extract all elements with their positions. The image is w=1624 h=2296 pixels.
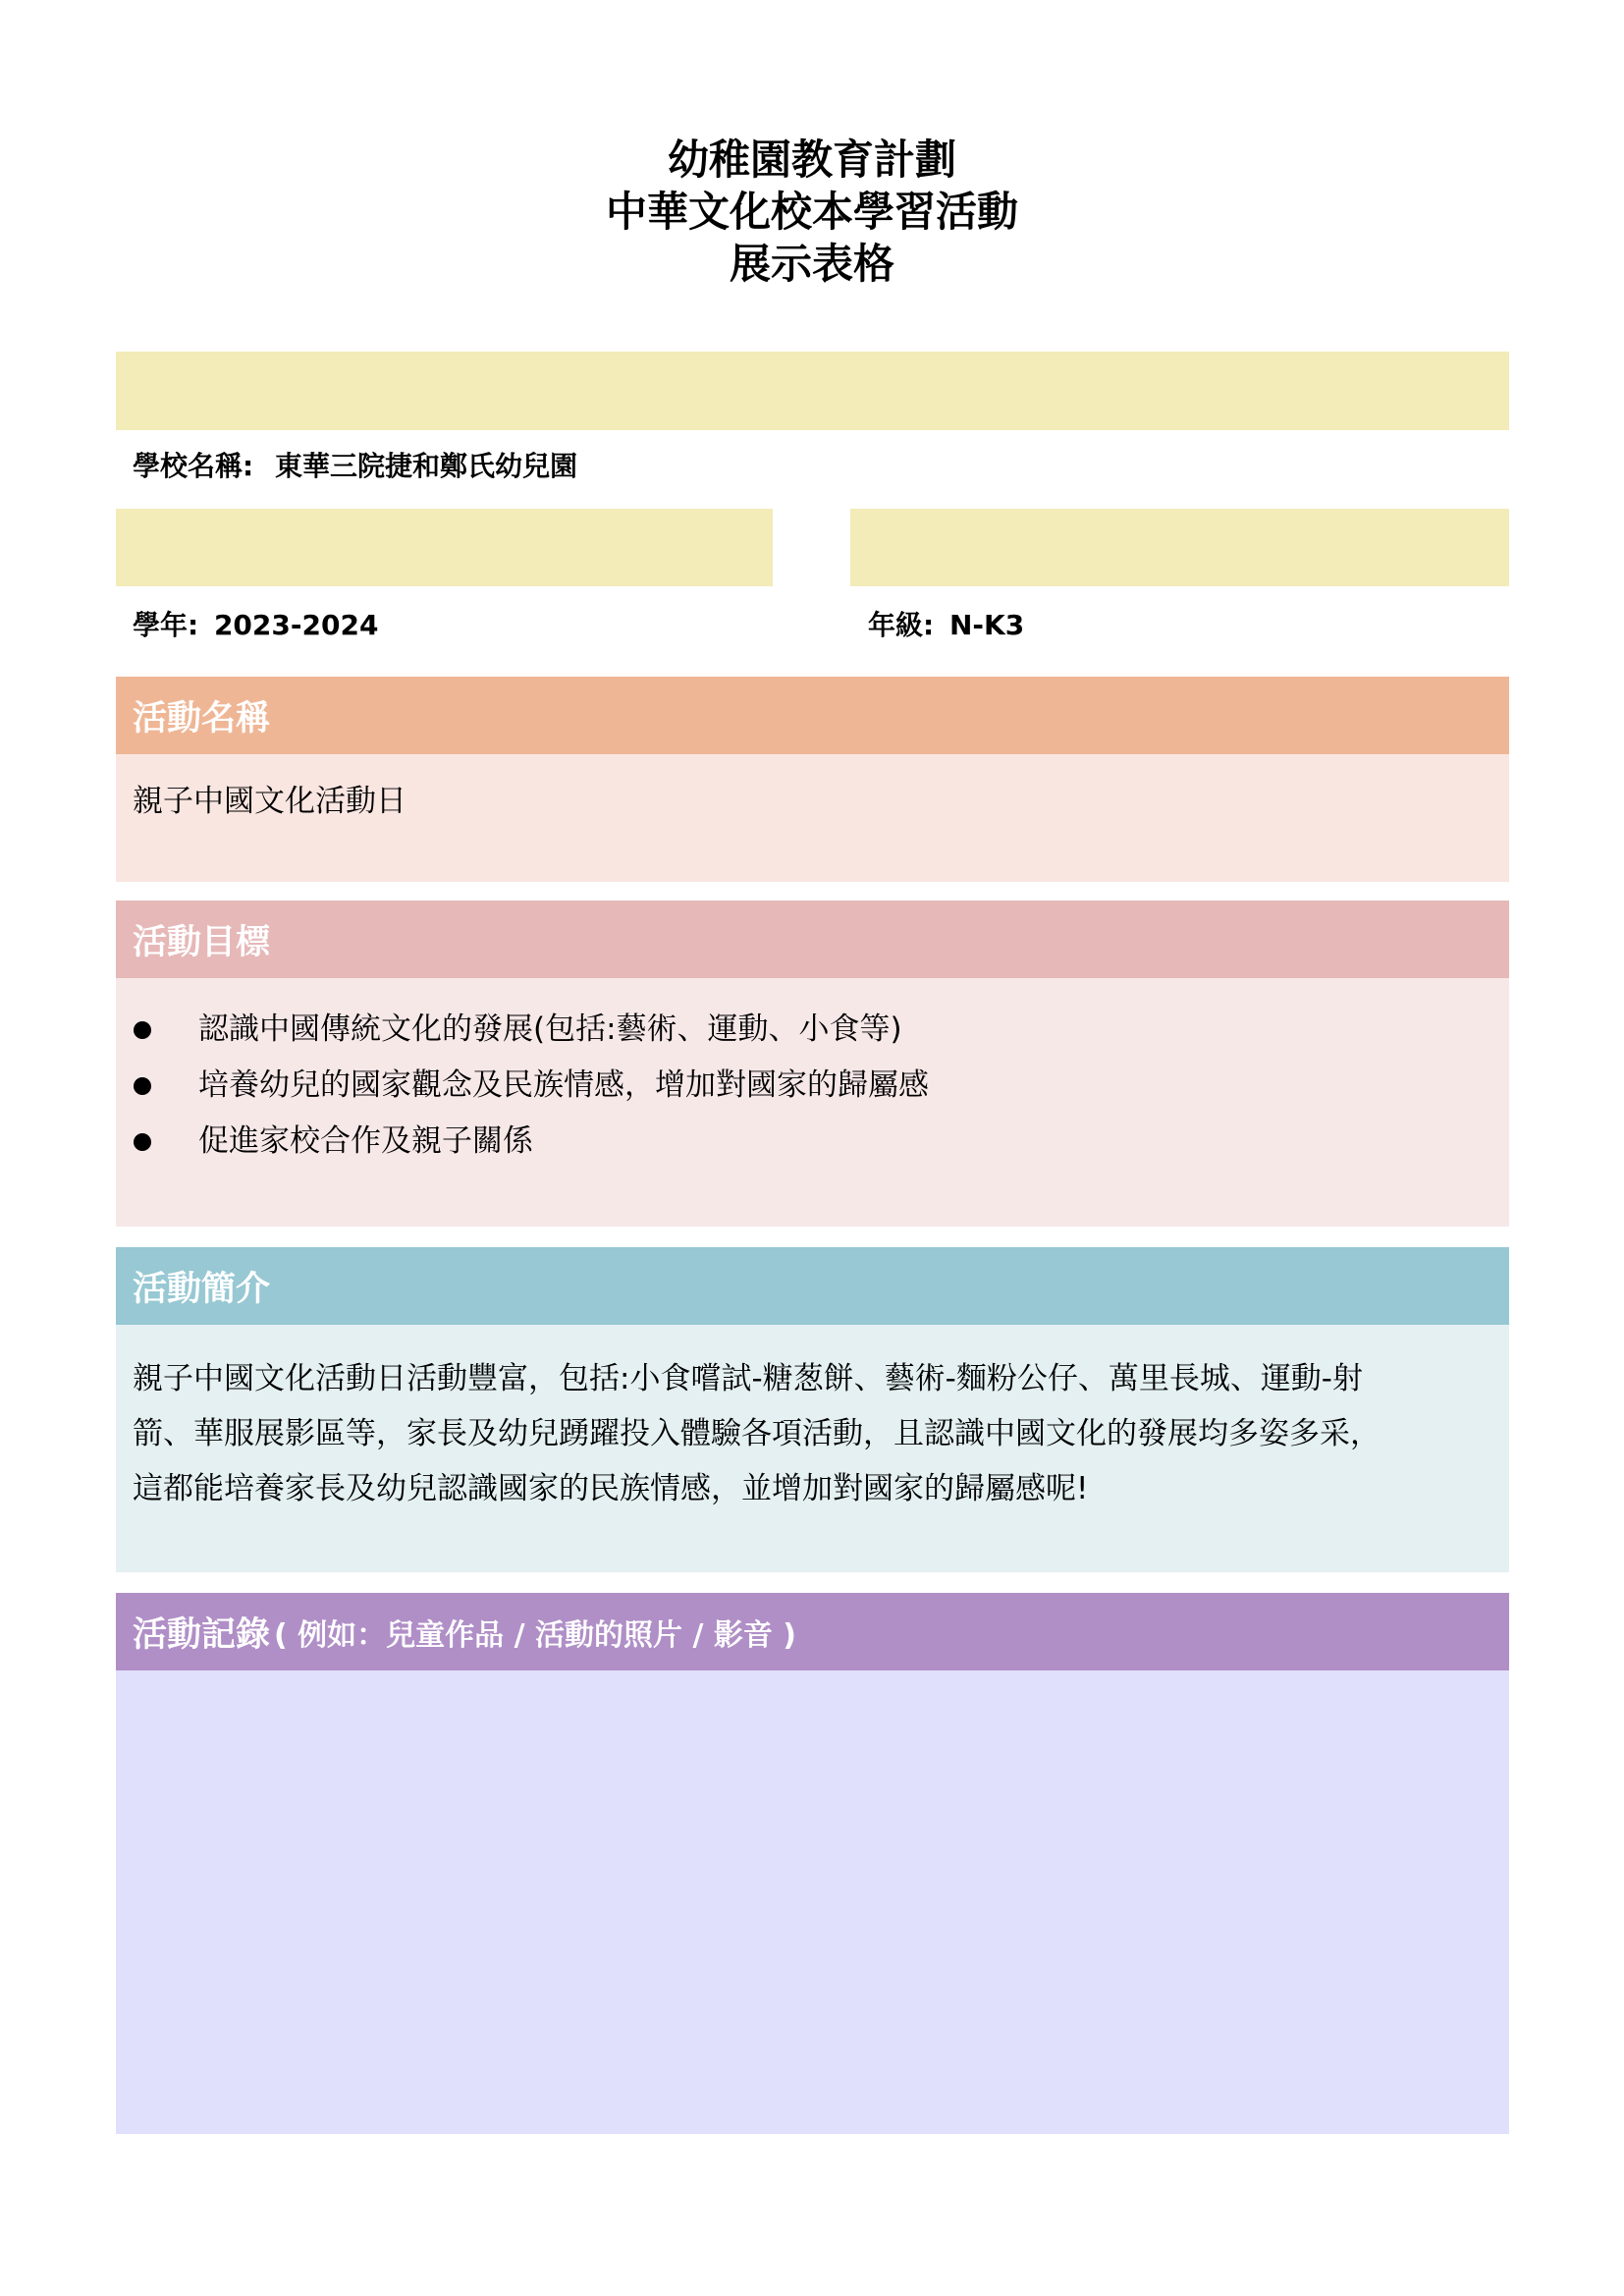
title-line-3: 展示表格 xyxy=(729,240,894,288)
bullet-icon xyxy=(134,1077,151,1095)
objective-item xyxy=(116,1058,929,1114)
page-title xyxy=(0,134,1624,290)
summary-header xyxy=(116,1247,1509,1325)
summary-heading: 活動簡介 xyxy=(133,1269,271,1309)
activity-name-heading: 活動名稱 xyxy=(133,698,271,738)
grade-value: N-K3 xyxy=(948,609,1025,641)
objectives-body[interactable] xyxy=(116,978,1509,1227)
bullet-icon xyxy=(134,1021,151,1039)
summary-body[interactable] xyxy=(116,1325,1509,1572)
activity-name-body[interactable] xyxy=(116,754,1509,882)
objective-text: 認識中國傳統文化的發展(包括:藝術、運動、小食等) xyxy=(198,1011,902,1047)
bullet-icon xyxy=(134,1133,151,1151)
grade-field[interactable] xyxy=(850,509,1509,586)
objectives-header xyxy=(116,901,1509,978)
school-name-row xyxy=(133,450,577,483)
grade-label: 年級: xyxy=(868,609,935,641)
school-name-value: 東華三院捷和鄭氏幼兒園 xyxy=(274,450,577,482)
grade-row xyxy=(868,609,1024,642)
summary-line: 箭、華服展影區等，家長及幼兒踴躍投入體驗各項活動，且認識中國文化的發展均多姿多采， xyxy=(133,1416,1380,1451)
objective-text: 培養幼兒的國家觀念及民族情感，增加對國家的歸屬感 xyxy=(198,1067,929,1103)
objectives-list xyxy=(116,1002,929,1170)
records-header xyxy=(116,1593,1509,1670)
objectives-heading: 活動目標 xyxy=(133,922,271,962)
objective-text: 促進家校合作及親子關係 xyxy=(198,1123,533,1159)
objective-item xyxy=(116,1114,929,1170)
title-line-2: 中華文化校本學習活動 xyxy=(605,188,1018,236)
school-name-label: 學校名稱: xyxy=(133,450,254,482)
school-name-field[interactable] xyxy=(116,352,1509,430)
activity-name-value: 親子中國文化活動日 xyxy=(133,784,406,819)
school-year-row xyxy=(133,609,378,642)
records-subheading: ( 例如：兒童作品 / 活動的照片 / 影音 ) xyxy=(274,1617,797,1653)
summary-line: 親子中國文化活動日活動豐富，包括:小食嚐試-糖葱餅、藝術-麵粉公仔、萬里長城、運動-射 xyxy=(133,1361,1363,1396)
objective-item xyxy=(116,1002,929,1058)
title-line-1: 幼稚園教育計劃 xyxy=(667,136,956,184)
school-year-field[interactable] xyxy=(116,509,773,586)
summary-paragraph xyxy=(133,1351,1380,1516)
school-year-value: 2023-2024 xyxy=(213,609,379,641)
activity-name-header xyxy=(116,677,1509,754)
records-heading: 活動記錄 xyxy=(133,1614,271,1655)
records-body[interactable] xyxy=(116,1670,1509,2134)
school-year-label: 學年: xyxy=(133,609,199,641)
summary-line: 這都能培養家長及幼兒認識國家的民族情感，並增加對國家的歸屬感呢! xyxy=(133,1471,1089,1506)
